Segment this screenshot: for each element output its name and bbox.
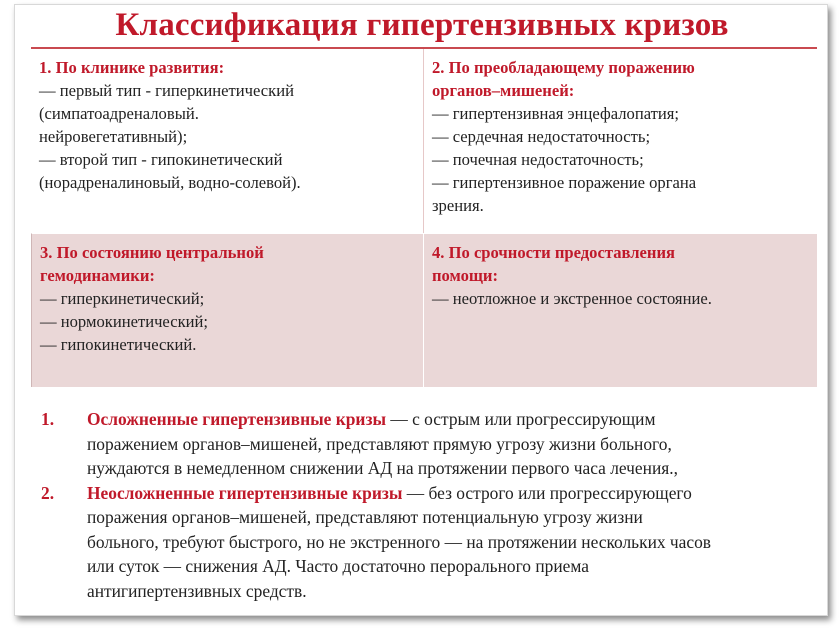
list-text: — без острого или прогрессирующего [402, 482, 692, 503]
list-item-complicated [31, 407, 831, 481]
table-cell-target-organs [424, 49, 817, 233]
cell-line: (норадреналиновый, водно-солевой). [39, 173, 301, 192]
classification-table [31, 47, 817, 385]
list-highlight: Неосложненные гипертензивные кризы [87, 482, 403, 503]
list-text: поражением органов–мишеней, представляют прямую угрозу жизни больного, [87, 433, 672, 454]
table-cell-hemodynamics [31, 233, 424, 387]
table-cell-clinical [31, 49, 424, 233]
cell-line: — сердечная недостаточность; [432, 127, 651, 146]
cell-heading: 4. По срочности предоставления [432, 243, 676, 262]
list-number: 2. [41, 482, 55, 503]
list-text: больного, требуют быстрого, но не экстренного — на протяжении нескольких часов [87, 531, 712, 552]
cell-line: — нормокинетический; [40, 312, 209, 331]
cell-line: — гипертензивная энцефалопатия; [432, 104, 680, 123]
list-text: или суток — снижения АД. Часто достаточно перорального приема [87, 556, 589, 576]
cell-heading: гемодинамики: [40, 266, 155, 285]
cell-line: — почечная недостаточность; [432, 150, 644, 169]
cell-line: — гипертензивное поражение органа [432, 173, 697, 192]
cell-line: — первый тип - гиперкинетический [39, 81, 294, 100]
crisis-type-list [31, 407, 831, 603]
cell-heading: 3. По состоянию центральной [40, 243, 264, 262]
cell-line: — неотложное и экстренное состояние. [432, 289, 712, 308]
cell-line: — гиперкинетический; [40, 289, 205, 308]
cell-line: зрения. [432, 196, 484, 215]
cell-heading: 2. По преобладающему поражению [432, 58, 695, 77]
slide-title: Классификация гипертензивных кризов [115, 7, 729, 43]
list-item-uncomplicated [31, 481, 831, 604]
list-text: нуждаются в немедленном снижении АД на протяжении первого часа лечения., [87, 458, 678, 478]
cell-line: нейровегетативный); [39, 127, 188, 146]
list-text: поражения органов–мишеней, представляют потенциальную угрозу жизни [87, 507, 643, 527]
cell-heading: помощи: [432, 266, 499, 285]
slide [14, 4, 828, 616]
list-text: — с острым или прогрессирующим [386, 409, 656, 429]
cell-line: (симпатоадреналовый. [39, 104, 199, 123]
cell-line: — второй тип - гипокинетический [39, 150, 283, 169]
cell-line: — гипокинетический. [40, 335, 197, 354]
cell-heading: органов–мишеней: [432, 81, 575, 100]
list-highlight: Осложненные гипертензивные кризы [87, 409, 387, 429]
table-cell-urgency [424, 233, 817, 387]
list-text: антигипертензивных средств. [87, 580, 307, 601]
list-number: 1. [41, 409, 55, 429]
cell-heading: 1. По клинике развития: [39, 58, 225, 77]
